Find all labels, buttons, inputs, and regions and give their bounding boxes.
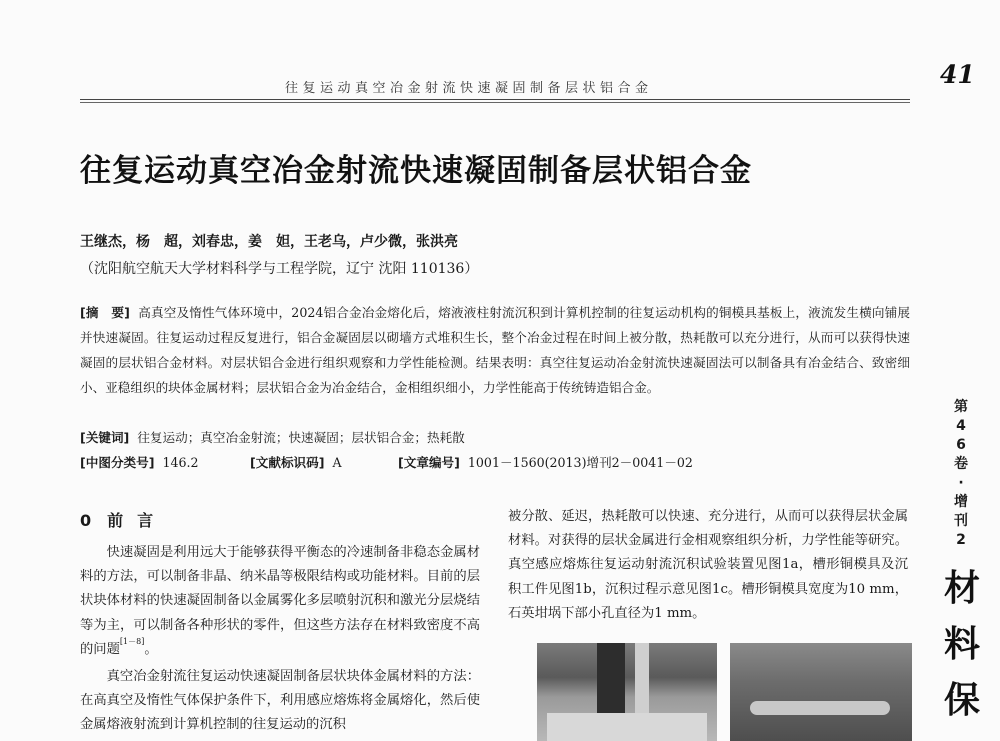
document-code bbox=[250, 452, 342, 471]
sidebar-char: 第 bbox=[954, 399, 968, 415]
article-title: 往复运动真空冶金射流快速凝固制备层状铝合金 bbox=[80, 153, 752, 189]
apparatus-base bbox=[547, 713, 707, 741]
header-rule-thin bbox=[80, 102, 910, 103]
body-column-left bbox=[80, 541, 480, 741]
deposited-workpiece bbox=[750, 701, 890, 715]
sidebar-char: 2 bbox=[956, 532, 966, 548]
figure-1b-photo bbox=[730, 643, 912, 741]
article-number bbox=[398, 452, 693, 471]
sidebar-char: 增 bbox=[954, 494, 968, 510]
sidebar-char: 刊 bbox=[954, 513, 968, 529]
sidebar-journal-char: 料 bbox=[943, 623, 980, 665]
paragraph: 真空冶金射流往复运动快速凝固制备层状块体金属材料的方法：在高真空及惰性气体保护条件下，利用感应熔炼将金属熔化，然后使金属熔液射流到计算机控制的往复运动的沉积 bbox=[80, 669, 480, 733]
classification-number bbox=[80, 452, 199, 471]
sidebar-char: 卷 bbox=[954, 456, 968, 472]
sidebar-char: 4 bbox=[956, 418, 966, 434]
figure-1a-photo bbox=[537, 643, 717, 741]
abstract-text: 高真空及惰性气体环境中，2024铝合金冶金熔化后，熔液液柱射流沉积到计算机控制的往复运动机构的铜模具基板上，液流发生横向铺展并快速凝固。往复运动过程反复进行，铝合金凝固层以砌墙方式堆积生长，整个冶金过程在时间上被分散，热耗散可以充分进行，从而可以获得快速凝固的层状铝合金材料。对层状铝合金进行组织观察和力学性能检测。结果表明：真空往复运动冶金射流快速凝固法可以制备具有冶金结合、致密细小、亚稳组织的块体金属材料；层状铝合金为冶金结合，金相组织细小，力学性能高于传统铸造铝合金。 bbox=[80, 305, 910, 395]
doc-code-value: A bbox=[332, 455, 342, 470]
sidebar-journal-name bbox=[940, 560, 984, 728]
paragraph-text: 快速凝固是利用远大于能够获得平衡态的冷速制备非稳态金属材料的方法，可以制备非晶、纳米晶等极限结构或功能材料。目前的层状块体材料的快速凝固制备以金属雾化多层喷射沉积和激光分层烧结等为主，可以制备各种形状的零件，但这些方法存在材料致密度不高的问题 bbox=[80, 545, 480, 657]
classification-label: [中图分类号] bbox=[80, 455, 155, 470]
abstract-label: [摘 要] bbox=[80, 305, 130, 320]
page-number: 41 bbox=[940, 60, 975, 89]
classification-value: 146.2 bbox=[162, 455, 199, 470]
article-no-label: [文章编号] bbox=[398, 455, 460, 470]
doc-code-label: [文献标识码] bbox=[250, 455, 325, 470]
sidebar-char: 6 bbox=[956, 437, 966, 453]
sidebar-journal-char: 保 bbox=[943, 679, 980, 721]
author-list: 王继杰，杨 超，刘春忠，姜 妲，王老乌，卢少微，张洪亮 bbox=[80, 234, 458, 250]
keywords-label: [关键词] bbox=[80, 430, 130, 445]
keywords bbox=[80, 427, 465, 446]
sidebar-journal-char: 材 bbox=[943, 567, 980, 609]
running-head: 往复运动真空冶金射流快速凝固制备层状铝合金 bbox=[285, 81, 653, 96]
sidebar-char: · bbox=[958, 475, 964, 491]
citation-ref: [1－8] bbox=[119, 636, 145, 646]
article-no-value: 1001－1560(2013)增刊2－0041－02 bbox=[467, 455, 693, 470]
section-heading bbox=[80, 508, 167, 531]
header-rule bbox=[80, 99, 910, 100]
body-column-right: 被分散、延迟，热耗散可以快速、充分进行，从而可以获得层状金属材料。对获得的层状金属进行金相观察组织分析，力学性能等研究。真空感应熔炼往复运动射流沉积试验装置见图1a，槽形铜模具及沉积工件见图1b，沉积过程示意见图1c。槽形铜模具宽度为10 mm，石英坩埚下部小孔直径为1 mm。 bbox=[508, 509, 908, 621]
abstract bbox=[80, 300, 910, 400]
paragraph-end: 。 bbox=[144, 641, 158, 657]
paragraph bbox=[80, 541, 480, 662]
sidebar-volume bbox=[949, 398, 973, 550]
section-title: 前言 bbox=[107, 511, 168, 530]
section-number: 0 bbox=[80, 511, 92, 530]
affiliation: （沈阳航空航天大学材料科学与工程学院，辽宁 沈阳 110136） bbox=[80, 261, 479, 277]
keywords-text: 往复运动；真空冶金射流；快速凝固；层状铝合金；热耗散 bbox=[137, 430, 465, 445]
